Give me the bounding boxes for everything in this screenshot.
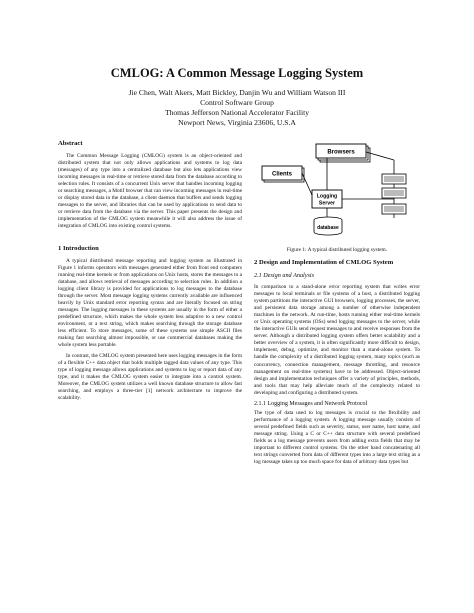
author-address: Newport News, Virginia 23606, U.S.A bbox=[178, 118, 296, 127]
frontend-host-2-screen bbox=[384, 190, 404, 196]
intro-paragraph-2: In contrast, the CMLOG system presented here uses logging messages in the form of a flexible C++ data object that holds multiple tagged data values of any type. This type of logging message allows applications and systems to log or report data of any type, and it makes the CMLOG system easier to integrate into a control system. Moreover, the CMLOG system utilizes a well known database structure to allow fast searching, and employs a three-tier [1] network architecture to improve the scalability. bbox=[58, 353, 242, 402]
logging-server-label-1: Logging bbox=[316, 193, 338, 200]
frontend-host-3-screen bbox=[384, 206, 404, 212]
database-label: database bbox=[317, 225, 339, 231]
author-names: Jie Chen, Walt Akers, Matt Bickley, Danjin Wu and William Watson III bbox=[128, 88, 346, 97]
frontend-host-1-screen bbox=[384, 176, 404, 182]
abstract-text: The Common Message Logging (CMLOG) system is an object-oriented and distributed system that not only allows applications and systems to log data (messages) of any type into a centralized database but also lets applications view incoming messages in real-time or retrieve stored data from the database according to selection rules. It consists of a concurrent Unix server that handles incoming logging or searching messages, a Motif browser that can view incoming messages in real-time or display stored data in the database, a client daemon that buffers and sends logging messages to the server, and libraries that can be used by applications to send data to or retrieve data from the database via the server. This paper presents the design and implementation of the CMLOG system meanwhile it will also address the issue of integration of CMLOG into existing control systems. bbox=[58, 153, 242, 230]
logging-server-label-2: Server bbox=[318, 200, 336, 207]
clients-label: Clients bbox=[271, 171, 293, 178]
browsers-label: Browsers bbox=[327, 149, 355, 156]
intro-heading: 1 Introduction bbox=[58, 244, 99, 252]
design-paragraph-2: The type of data used to log messages is crucial to the flexibility and performance of a logging system. A logging message usually consists of several predefined fields such as severity, status, user name, host name, and message string. Using a C or C++ data structure with several predefined fields as a log message prevents users from adding extra fields that may be important to different control systems. On the other hand concatenating all text strings converted from data of different types into a large text string as a log message takes up too much space for data of arbitrary data types but bbox=[254, 409, 420, 466]
left-column bbox=[58, 140, 242, 406]
logging-messages-subheading: 2.1.1 Logging Messages and Network Protocol bbox=[254, 400, 368, 407]
design-subheading: 2.1 Design and Analysis bbox=[254, 272, 315, 279]
right-column bbox=[254, 140, 420, 470]
distributed-logging-diagram bbox=[254, 140, 420, 245]
client-server-link bbox=[302, 173, 312, 195]
design-heading: 2 Design and Implementation of CMLOG System bbox=[254, 259, 394, 266]
design-paragraph-1: In comparison to a stand-alone error reporting system that writes error messages to local terminals or file systems of a host, a distributed logging system partitions the interactive GUI browsers, logging processes, the server, and persistent data storage among a number of otherwise independent machines in the network. At run-time, hosts running either real-time kernels or Unix operating systems (OSs) send logging messages to the server, while the interactive GUIs send request messages to and receive responses from the server. Although a distributed logging system offers better scalability and a better overview of a system, it is often significantly more difficult to design, implement, debug, optimize, and monitor than a stand-alone system. To handle the complexity of a distributed logging system, many topics (such as concurrency, connection management, message throttling, and resource management on real-time systems) have to be addressed. Object-oriented design and implementation techniques offer a variety of principles, methods, and tools that may help alleviate much of the complexity related to developing and configuring a distributed system. bbox=[254, 284, 420, 396]
figure-1 bbox=[254, 140, 420, 245]
abstract-heading: Abstract bbox=[58, 140, 83, 147]
paper-title: CMLOG: A Common Message Logging System bbox=[110, 66, 364, 80]
intro-paragraph-1: A typical distributed message reporting and logging system as illustrated in Figure 1 informs operators with messages generated either from front end computers running real-time kernels or from applications on Unix hosts, stores the messages to a database, and allows retrieval of messages according to selection rules. In addition a logging client library is provided for applications to log messages to the database through the server. Most message logging systems currently available are influenced heavily by Unix standard error reporting syntax and are literally focused on string messages. The logging messages in these systems are usually in the form of either a predefined structure, which makes the whole system less adaptive to a new control environment, or a text string, which makes searching through the storage database less efficient. To store messages, some of these systems use simple ASCII files making fast searching almost impossible, or use commercial databases making the whole system less portable. bbox=[58, 257, 242, 349]
author-group: Control Software Group bbox=[200, 98, 274, 107]
figure-1-caption: Figure 1: A typical distributed logging system. bbox=[286, 247, 388, 253]
author-block bbox=[0, 88, 474, 128]
author-facility: Thomas Jefferson National Accelerator Facility bbox=[164, 108, 310, 117]
